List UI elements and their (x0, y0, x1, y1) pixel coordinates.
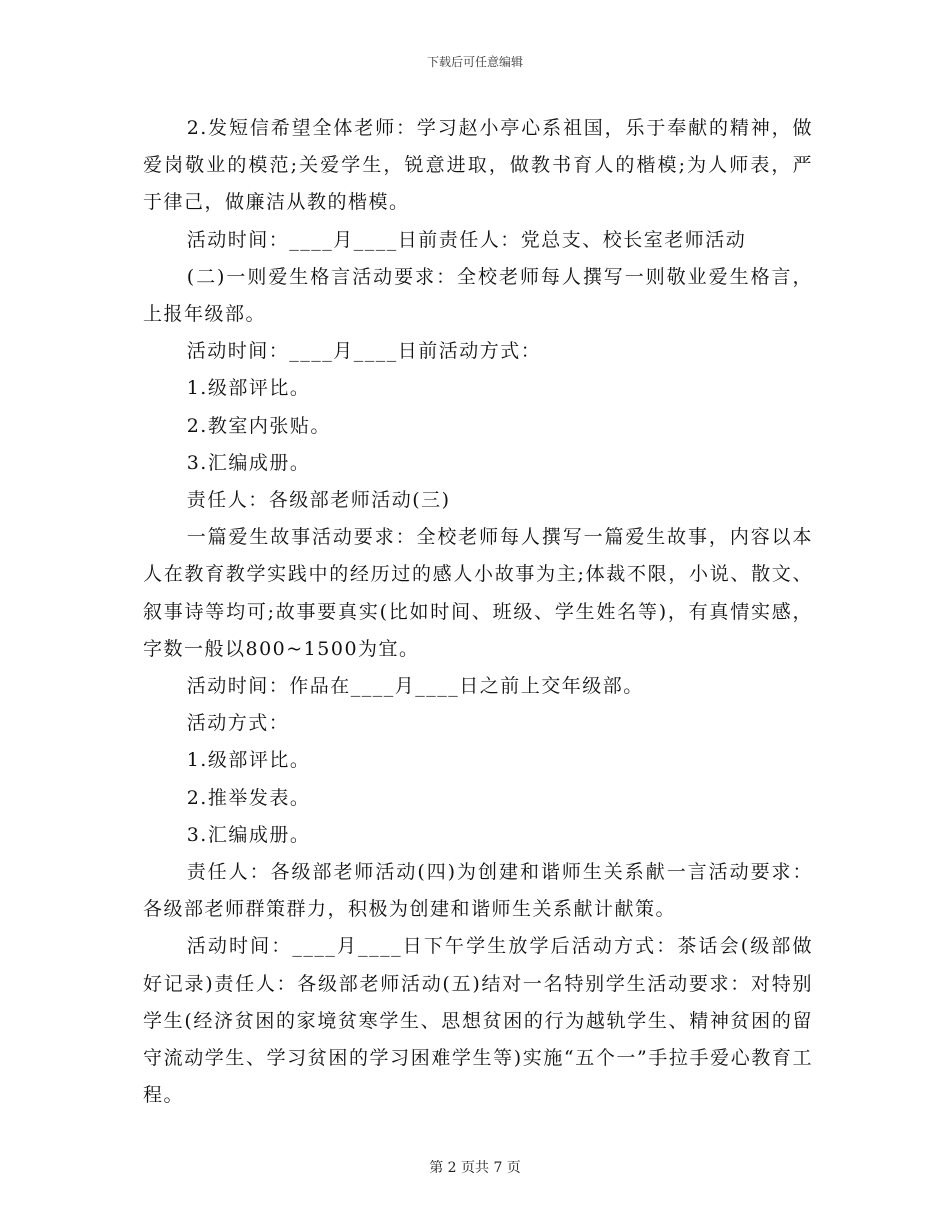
list-item: 3.汇编成册。 (186, 823, 311, 846)
paragraph: 活动时间：____月____日前责任人：党总支、校长室老师活动 (186, 228, 747, 251)
paragraph: 2.发短信希望全体老师：学习赵小亭心系祖国，乐于奉献的精神，做爱岗敬业的模范;关爱学生，锐意进取，做教书育人的楷模;为人师表，严于律己，做廉洁从教的楷模。 (143, 117, 813, 214)
paragraph: 一篇爱生故事活动要求：全校老师每人撰写一篇爱生故事，内容以本人在教育教学实践中的经历过的感人小故事为主;体裁不限，小说、散文、叙事诗等均可;故事要真实(比如时间、班级、学生姓名等)，有真情实感，字数一般以800~1500为宜。 (143, 526, 813, 660)
list-item: 1.级部评比。 (186, 377, 311, 400)
paragraph: 活动时间：____月____日下午学生放学后活动方式：茶话会(级部做好记录)责任人：各级部老师活动(五)结对一名特别学生活动要求：对特别学生(经济贫困的家境贫寒学生、思想贫困的行为越轨学生、精神贫困的留守流动学生、学习贫困的学习困难学生等)实施“五个一”手拉手爱心教育工程。 (143, 935, 813, 1107)
page-number: 第 2 页共 7 页 (429, 1160, 521, 1176)
document-body (143, 110, 813, 1114)
paragraph: 责任人：各级部老师活动(三) (186, 489, 451, 512)
list-item: 3.汇编成册。 (186, 451, 311, 474)
paragraph: 活动方式： (186, 712, 290, 735)
paragraph: (二)一则爱生格言活动要求：全校老师每人撰写一则敬业爱生格言，上报年级部。 (143, 265, 813, 326)
paragraph: 活动时间：____月____日前活动方式： (186, 340, 542, 363)
list-item: 1.级部评比。 (186, 749, 311, 772)
page-header: 下载后可任意编辑 (426, 55, 523, 69)
paragraph: 活动时间：作品在____月____日之前上交年级部。 (186, 675, 644, 698)
paragraph: 责任人：各级部老师活动(四)为创建和谐师生关系献一言活动要求：各级部老师群策群力，积极为创建和谐师生关系献计献策。 (143, 861, 813, 921)
list-item: 2.推举发表。 (186, 786, 311, 809)
list-item: 2.教室内张贴。 (186, 414, 331, 437)
